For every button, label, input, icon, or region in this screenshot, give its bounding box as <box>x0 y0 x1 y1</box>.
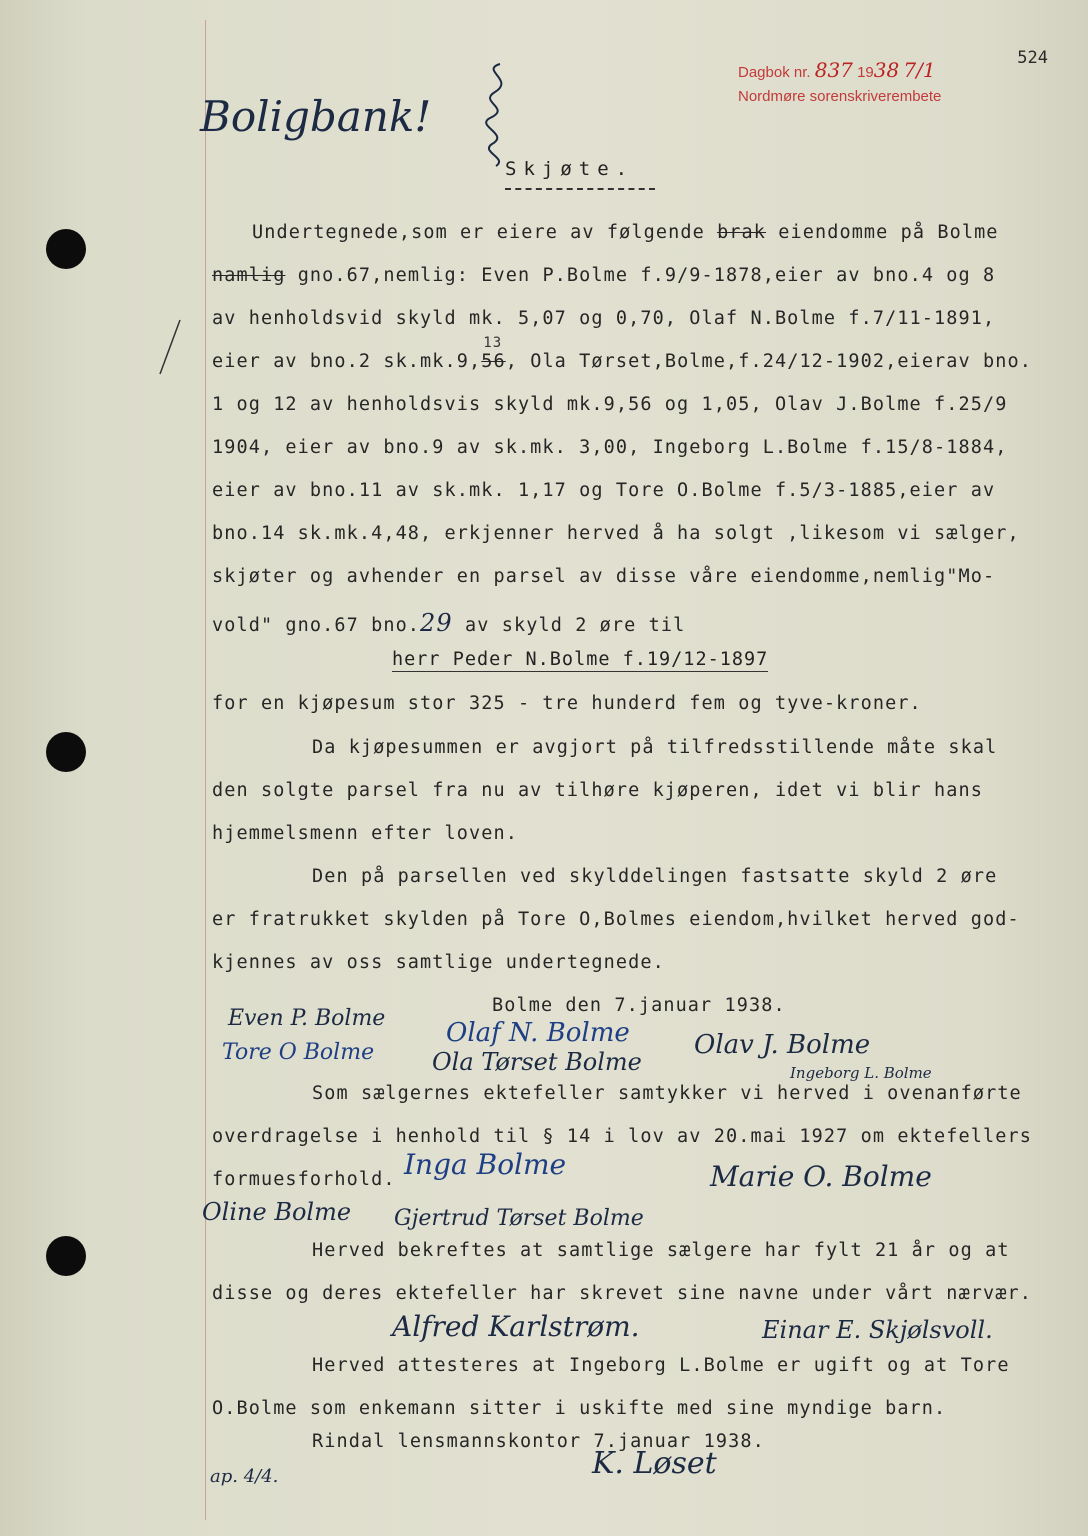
p4-line3: kjennes av oss samtlige undertegnede. <box>212 952 665 973</box>
p3-line1: Da kjøpesummen er avgjort på tilfredsstillende måte skal <box>312 737 998 758</box>
stamp-date: 7/1 <box>903 58 936 82</box>
buyer-name: herr Peder N.Bolme f.19/12-1897 <box>392 649 769 670</box>
signature-gjertrud: Gjertrud Tørset Bolme <box>394 1206 644 1231</box>
signature-olav: Olav J. Bolme <box>694 1030 871 1060</box>
margin-pen-stroke <box>150 318 190 378</box>
stamp-entry-number: 837 <box>814 58 853 82</box>
p6-line1: Herved bekreftes at samtlige sælgere har fylt 21 år og at <box>312 1240 1010 1261</box>
margin-rule <box>205 20 206 1520</box>
p3-line2: den solgte parsel fra nu av tilhøre kjøperen, idet vi blir hans <box>212 780 983 801</box>
signature-olaf: Olaf N. Bolme <box>446 1018 630 1048</box>
p6-line2: disse og deres ektefeller har skrevet sine navne under vårt nærvær. <box>212 1283 1032 1304</box>
p3-line3: hjemmelsmenn efter loven. <box>212 823 518 844</box>
signature-oline: Oline Bolme <box>202 1198 352 1226</box>
p1-line10: vold" gno.67 bno.29 av skyld 2 øre til <box>212 609 686 637</box>
signature-inga: Inga Bolme <box>404 1148 567 1181</box>
inserted-value: 13 <box>483 335 503 351</box>
struck-word: namlig <box>212 265 286 286</box>
p1-line2: namlig gno.67,nemlig: Even P.Bolme f.9/9-1878,eier av bno.4 og 8 <box>212 265 996 286</box>
stamp-office: Nordmøre sorenskriverembete <box>738 88 942 105</box>
handwritten-bno: 29 <box>420 609 453 637</box>
p1-line7: eier av bno.11 av sk.mk. 1,17 og Tore O.Bolme f.5/3-1885,eier av <box>212 480 996 501</box>
p7-line1: Herved attesteres at Ingeborg L.Bolme er ugift og at Tore <box>312 1355 1010 1376</box>
signature-ingeborg: Ingeborg L. Bolme <box>790 1064 932 1082</box>
signature-even: Even P. Bolme <box>228 1006 386 1031</box>
p1-line1: Undertegnede,som er eiere av følgende brak eiendomme på Bolme <box>252 222 999 243</box>
page-number: 524 <box>1017 48 1048 68</box>
p1-line8: bno.14 sk.mk.4,48, erkjenner herved å ha solgt ,likesom vi sælger, <box>212 523 1020 544</box>
document-title: Skjøte. <box>505 158 635 180</box>
witness-alfred: Alfred Karlstrøm. <box>392 1310 640 1343</box>
p4-line1: Den på parsellen ved skylddelingen fastsatte skyld 2 øre <box>312 866 998 887</box>
p1-line9: skjøter og avhender en parsel av disse våre eiendomme,nemlig"Mo- <box>212 566 996 587</box>
p4-line2: er fratrukket skylden på Tore O,Bolmes eiendom,hvilket herved god- <box>212 909 1020 930</box>
brace-mark <box>470 60 530 170</box>
p5-line2: overdragelse i henhold til § 14 i lov av 20.mai 1927 om ektefellers <box>212 1126 1032 1147</box>
struck-value: 56 <box>481 351 506 372</box>
p7-line2: O.Bolme som enkemann sitter i uskifte med sine myndige barn. <box>212 1398 947 1419</box>
punch-hole-bottom <box>46 1236 86 1276</box>
struck-word: brak <box>717 222 767 243</box>
witness-einar: Einar E. Skjølsvoll. <box>762 1316 993 1344</box>
stamp-year-prefix: 19 <box>857 64 874 81</box>
signature-marie: Marie O. Bolme <box>710 1160 932 1193</box>
office-date: Rindal lensmannskontor 7.januar 1938. <box>312 1431 765 1452</box>
heading-handwritten: Boligbank! <box>200 92 432 141</box>
p2-line1: for en kjøpesum stor 325 - tre hunderd fem og tyve-kroner. <box>212 693 922 714</box>
p5-line1: Som sælgernes ektefeller samtykker vi herved i ovenanførte <box>312 1083 1022 1104</box>
stamp-year-suffix: 38 <box>873 58 900 82</box>
p1-line6: 1904, eier av bno.9 av sk.mk. 3,00, Ingeborg L.Bolme f.15/8-1884, <box>212 437 1008 458</box>
registry-stamp <box>738 58 936 82</box>
stamp-prefix: Dagbok nr. <box>738 64 811 81</box>
title-underline <box>505 188 655 190</box>
punch-hole-middle <box>46 732 86 772</box>
p1-line3: av henholdsvid skyld mk. 5,07 og 0,70, Olaf N.Bolme f.7/11-1891, <box>212 308 996 329</box>
p1-line4: eier av bno.2 sk.mk.9,56 13 , Ola Tørset,Bolme,f.24/12-1902,eierav bno. <box>212 335 1032 372</box>
final-signature: K. Løset <box>592 1446 717 1481</box>
p5-line3: formuesforhold. <box>212 1169 396 1190</box>
p1-line5: 1 og 12 av henholdsvis skyld mk.9,56 og 1,05, Olav J.Bolme f.25/9 <box>212 394 1008 415</box>
place-date: Bolme den 7.januar 1938. <box>492 995 786 1016</box>
signature-tore: Tore O Bolme <box>222 1040 375 1065</box>
signature-ola: Ola Tørset Bolme <box>432 1048 642 1076</box>
punch-hole-top <box>46 229 86 269</box>
footer-note: ap. 4/4. <box>210 1466 279 1487</box>
